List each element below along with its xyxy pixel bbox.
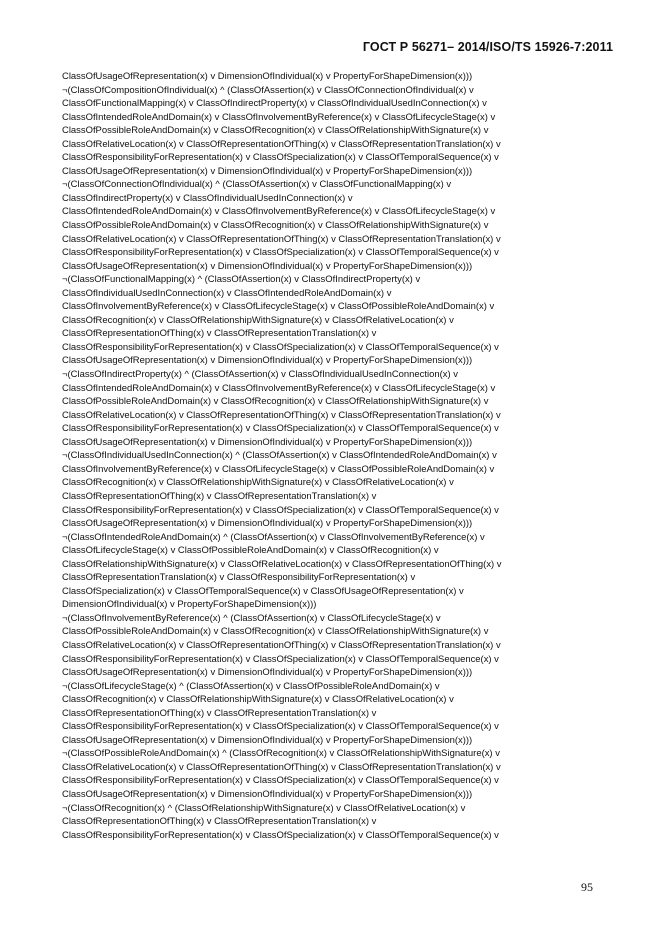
formula-line: ClassOfUsageOfRepresentation(x) v DimensionOfIndividual(x) v PropertyForShapeDimension(x))) xyxy=(62,667,473,679)
formula-line: ClassOfResponsibilityForRepresentation(x) v ClassOfSpecialization(x) v ClassOfTemporalSequence(x) v xyxy=(62,775,499,787)
formula-line: ClassOfRepresentationTranslation(x) v ClassOfResponsibilityForRepresentation(x) v xyxy=(62,572,416,584)
formula-line: ClassOfUsageOfRepresentation(x) v DimensionOfIndividual(x) v PropertyForShapeDimension(x))) xyxy=(62,788,473,800)
formula-line: ClassOfUsageOfRepresentation(x) v DimensionOfIndividual(x) v PropertyForShapeDimension(x))) xyxy=(62,260,473,272)
formula-line: ClassOfPossibleRoleAndDomain(x) v ClassOfRecognition(x) v ClassOfRelationshipWithSignature(x) v xyxy=(62,220,489,232)
formula-line: ClassOfResponsibilityForRepresentation(x) v ClassOfSpecialization(x) v ClassOfTemporalSequence(x) v xyxy=(62,423,499,435)
page-number: 95 xyxy=(581,880,593,894)
formula-line: ClassOfRecognition(x) v ClassOfRelationshipWithSignature(x) v ClassOfRelativeLocation(x) v xyxy=(62,694,454,706)
formula-line: ClassOfResponsibilityForRepresentation(x) v ClassOfSpecialization(x) v ClassOfTemporalSequence(x) v xyxy=(62,504,499,516)
formula-line: ¬(ClassOfRecognition(x) ^ (ClassOfRelationshipWithSignature(x) v ClassOfRelativeLocation(x) v xyxy=(62,802,466,814)
formula-line: ClassOfRelativeLocation(x) v ClassOfRepresentationOfThing(x) v ClassOfRepresentationTranslation(x) v xyxy=(62,409,501,421)
formula-line: ClassOfUsageOfRepresentation(x) v DimensionOfIndividual(x) v PropertyForShapeDimension(x))) xyxy=(62,518,473,530)
formula-line: ¬(ClassOfIndirectProperty(x) ^ (ClassOfAssertion(x) v ClassOfIndividualUsedInConnection(x) v xyxy=(62,369,458,381)
formula-line: ClassOfRepresentationOfThing(x) v ClassOfRepresentationTranslation(x) v xyxy=(62,328,377,340)
formula-line: ClassOfPossibleRoleAndDomain(x) v ClassOfRecognition(x) v ClassOfRelationshipWithSignature(x) v xyxy=(62,125,489,137)
formula-line: ¬(ClassOfCompositionOfIndividual(x) ^ (ClassOfAssertion(x) v ClassOfConnectionOfIndividual(x) v xyxy=(62,84,474,96)
formula-line: ClassOfRecognition(x) v ClassOfRelationshipWithSignature(x) v ClassOfRelativeLocation(x) v xyxy=(62,314,454,326)
formula-line: ClassOfUsageOfRepresentation(x) v DimensionOfIndividual(x) v PropertyForShapeDimension(x))) xyxy=(62,165,473,177)
formula-text-block xyxy=(62,70,622,842)
formula-line: ClassOfRelativeLocation(x) v ClassOfRepresentationOfThing(x) v ClassOfRepresentationTranslation(x) v xyxy=(62,639,501,651)
formula-line: ClassOfResponsibilityForRepresentation(x) v ClassOfSpecialization(x) v ClassOfTemporalSequence(x) v xyxy=(62,341,499,353)
formula-line: ClassOfRelativeLocation(x) v ClassOfRepresentationOfThing(x) v ClassOfRepresentationTranslation(x) v xyxy=(62,233,501,245)
formula-line: ClassOfRelationshipWithSignature(x) v ClassOfRelativeLocation(x) v ClassOfRepresentationOfThing(x) v xyxy=(62,558,502,570)
formula-line: ClassOfRepresentationOfThing(x) v ClassOfRepresentationTranslation(x) v xyxy=(62,816,377,828)
formula-line: ClassOfIntendedRoleAndDomain(x) v ClassOfInvolvementByReference(x) v ClassOfLifecycleStage(x) v xyxy=(62,382,496,394)
formula-line: ¬(ClassOfIndividualUsedInConnection(x) ^ (ClassOfAssertion(x) v ClassOfIntendedRoleAndDomain(x) v xyxy=(62,450,497,462)
formula-line: ClassOfResponsibilityForRepresentation(x) v ClassOfSpecialization(x) v ClassOfTemporalSequence(x) v xyxy=(62,247,499,259)
formula-line: ClassOfRelativeLocation(x) v ClassOfRepresentationOfThing(x) v ClassOfRepresentationTranslation(x) v xyxy=(62,138,501,150)
formula-line: ClassOfUsageOfRepresentation(x) v DimensionOfIndividual(x) v PropertyForShapeDimension(x))) xyxy=(62,734,473,746)
formula-line: ClassOfUsageOfRepresentation(x) v DimensionOfIndividual(x) v PropertyForShapeDimension(x))) xyxy=(62,71,473,82)
formula-line: ClassOfResponsibilityForRepresentation(x) v ClassOfSpecialization(x) v ClassOfTemporalSequence(x) v xyxy=(62,152,499,164)
formula-line: ClassOfFunctionalMapping(x) v ClassOfIndirectProperty(x) v ClassOfIndividualUsedInConnection(x) v xyxy=(62,98,487,110)
formula-line: ¬(ClassOfConnectionOfIndividual(x) ^ (ClassOfAssertion(x) v ClassOfFunctionalMapping(x) v xyxy=(62,179,452,191)
formula-line: ¬(ClassOfFunctionalMapping(x) ^ (ClassOfAssertion(x) v ClassOfIndirectProperty(x) v xyxy=(62,274,421,286)
formula-line: ClassOfIndividualUsedInConnection(x) v ClassOfIntendedRoleAndDomain(x) v xyxy=(62,287,392,299)
formula-line: ClassOfInvolvementByReference(x) v ClassOfLifecycleStage(x) v ClassOfPossibleRoleAndDomain(x) v xyxy=(62,301,495,313)
formula-line: ClassOfUsageOfRepresentation(x) v DimensionOfIndividual(x) v PropertyForShapeDimension(x))) xyxy=(62,355,473,367)
formula-line: ClassOfLifecycleStage(x) v ClassOfPossibleRoleAndDomain(x) v ClassOfRecognition(x) v xyxy=(62,545,439,557)
formula-line: DimensionOfIndividual(x) v PropertyForShapeDimension(x))) xyxy=(62,599,317,611)
formula-line: ClassOfIntendedRoleAndDomain(x) v ClassOfInvolvementByReference(x) v ClassOfLifecycleStage(x) v xyxy=(62,206,496,218)
formula-line: ClassOfPossibleRoleAndDomain(x) v ClassOfRecognition(x) v ClassOfRelationshipWithSignature(x) v xyxy=(62,626,489,638)
formula-line: ClassOfResponsibilityForRepresentation(x) v ClassOfSpecialization(x) v ClassOfTemporalSequence(x) v xyxy=(62,829,499,841)
formula-line: ClassOfRecognition(x) v ClassOfRelationshipWithSignature(x) v ClassOfRelativeLocation(x) v xyxy=(62,477,454,489)
formula-line: ¬(ClassOfLifecycleStage(x) ^ (ClassOfAssertion(x) v ClassOfPossibleRoleAndDomain(x) v xyxy=(62,680,440,692)
formula-line: ClassOfIntendedRoleAndDomain(x) v ClassOfInvolvementByReference(x) v ClassOfLifecycleStage(x) v xyxy=(62,111,496,123)
formula-line: ¬(ClassOfIntendedRoleAndDomain(x) ^ (ClassOfAssertion(x) v ClassOfInvolvementByReference(x) v xyxy=(62,531,485,543)
formula-line: ClassOfRelativeLocation(x) v ClassOfRepresentationOfThing(x) v ClassOfRepresentationTranslation(x) v xyxy=(62,761,501,773)
formula-line: ClassOfRepresentationOfThing(x) v ClassOfRepresentationTranslation(x) v xyxy=(62,490,377,502)
formula-line: ClassOfResponsibilityForRepresentation(x) v ClassOfSpecialization(x) v ClassOfTemporalSequence(x) v xyxy=(62,653,499,665)
formula-line: ClassOfIndirectProperty(x) v ClassOfIndividualUsedInConnection(x) v xyxy=(62,192,353,204)
formula-line: ¬(ClassOfInvolvementByReference(x) ^ (ClassOfAssertion(x) v ClassOfLifecycleStage(x) v xyxy=(62,612,441,624)
formula-line: ClassOfPossibleRoleAndDomain(x) v ClassOfRecognition(x) v ClassOfRelationshipWithSignature(x) v xyxy=(62,396,489,408)
formula-line: ClassOfSpecialization(x) v ClassOfTemporalSequence(x) v ClassOfUsageOfRepresentation(x) v xyxy=(62,585,464,597)
formula-line: ¬(ClassOfPossibleRoleAndDomain(x) ^ (ClassOfRecognition(x) v ClassOfRelationshipWithSignature(x) v xyxy=(62,748,500,760)
formula-line: ClassOfInvolvementByReference(x) v ClassOfLifecycleStage(x) v ClassOfPossibleRoleAndDomain(x) v xyxy=(62,463,495,475)
formula-line: ClassOfUsageOfRepresentation(x) v DimensionOfIndividual(x) v PropertyForShapeDimension(x))) xyxy=(62,436,473,448)
page-header-standard-id: ГОСТ Р 56271– 2014/ISO/TS 15926-7:2011 xyxy=(362,40,613,54)
formula-line: ClassOfResponsibilityForRepresentation(x) v ClassOfSpecialization(x) v ClassOfTemporalSequence(x) v xyxy=(62,721,499,733)
formula-line: ClassOfRepresentationOfThing(x) v ClassOfRepresentationTranslation(x) v xyxy=(62,707,377,719)
